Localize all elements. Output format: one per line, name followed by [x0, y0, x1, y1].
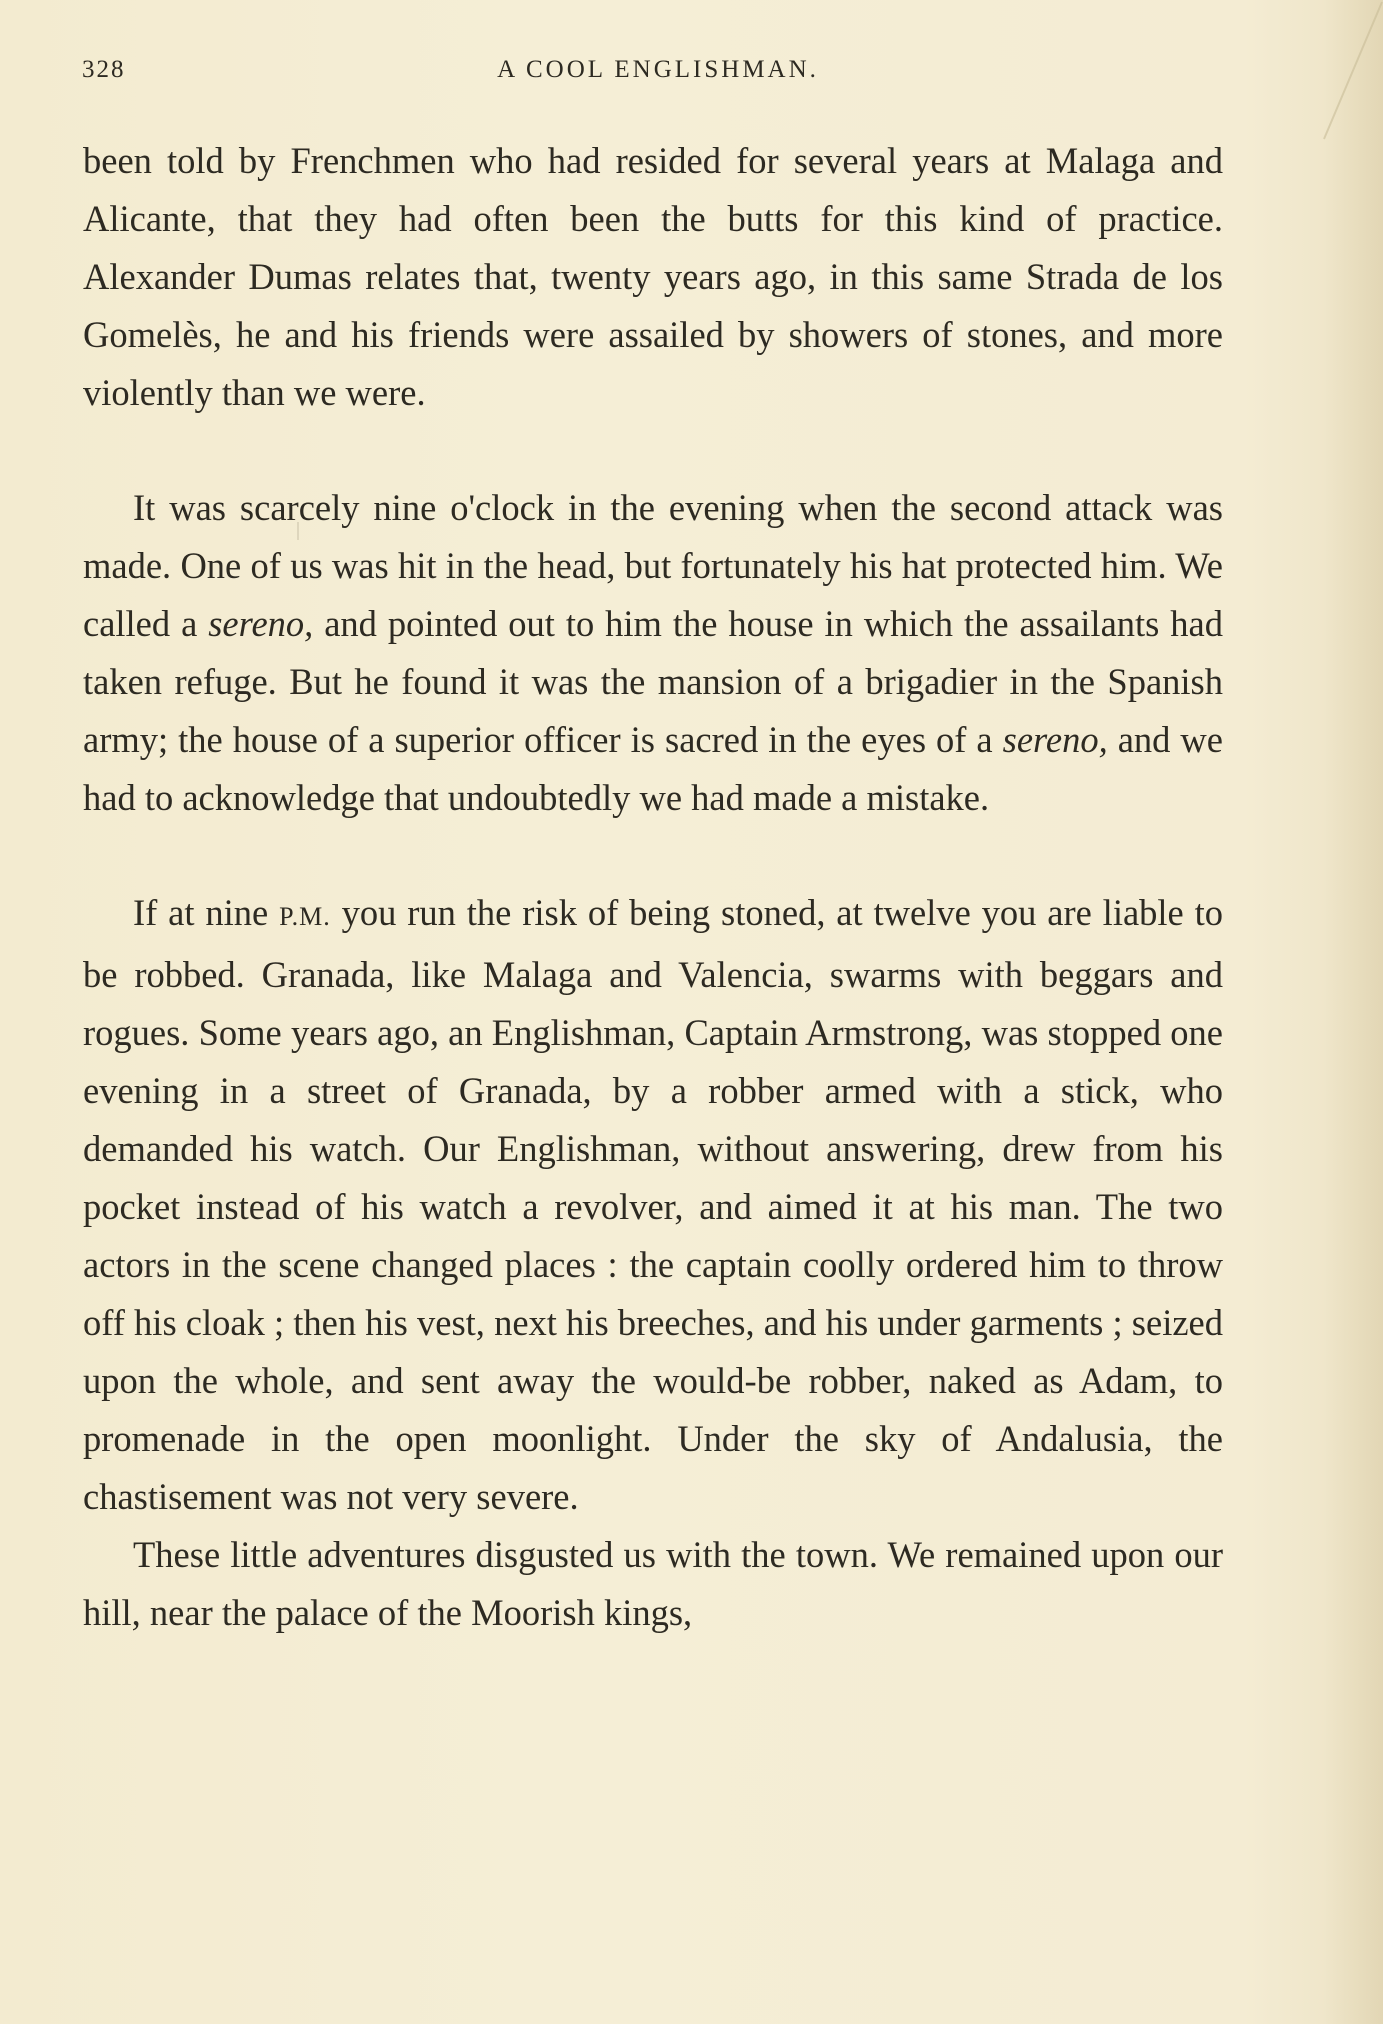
- page-edge-shading: [1323, 0, 1383, 2024]
- italic-term-sereno-1: sereno,: [208, 603, 314, 644]
- paragraph-3-text-b: you run the risk of being stoned, at twelve you are liable to be robbed. Granada, like Malaga and Valencia, swarms with beggars and rogues. Some years ago, an Englishman, Captain Armstrong, was stopped one evening in a street of Granada, by a robber armed with a stick, who demanded his watch. Our Englishman, without answering, drew from his pocket instead of his watch a revolver, and aimed it at his man. The two actors in the scene changed places : the captain coolly ordered him to throw off his cloak ; then his vest, next his breeches, and his under garments ; seized upon the whole, and sent away the would-be robber, naked as Adam, to promenade in the open moonlight. Under the sky of Andalusia, the chastisement was not very severe.: [83, 892, 1223, 1517]
- paragraph-1: [83, 132, 1223, 422]
- body-text: [83, 132, 1223, 1642]
- page-header: [82, 56, 1234, 96]
- paragraph-2-text-c: and we had to acknowledge that undoubtedly we had made a mistake.: [83, 719, 1223, 818]
- paragraph-1-text: been told by Frenchmen who had resided for several years at Malaga and Alicante, that they had often been the butts for this kind of practice. Alexander Dumas relates that, twenty years ago, in this same Strada de los Gomelès, he and his friends were assailed by showers of stones, and more violently than we were.: [83, 140, 1223, 413]
- paragraph-4-text: These little adventures disgusted us with the town. We remained upon our hill, near the palace of the Moorish kings,: [83, 1534, 1223, 1633]
- paragraph-3: [83, 884, 1223, 1526]
- page-number: 328: [82, 56, 126, 83]
- running-title: A COOL ENGLISHMAN.: [497, 56, 819, 83]
- page-corner-fold: [1323, 0, 1383, 140]
- paragraph-2-text-a: It was scarcely nine o'clock in the evening when the second attack was made. One of us was hit in the head, but fortunately his hat protected him. We called a: [83, 487, 1223, 644]
- time-abbreviation: P.M.: [279, 902, 331, 931]
- italic-term-sereno-2: sereno,: [1002, 719, 1108, 760]
- paragraph-4: [83, 1526, 1223, 1642]
- paragraph-2: [83, 479, 1223, 827]
- paragraph-3-text-a: If at nine: [133, 892, 280, 933]
- paragraph-2-text-b: and pointed out to him the house in which the assailants had taken refuge. But he found it was the mansion of a brigadier in the Spanish army; the house of a superior officer is sacred in the eyes of a: [83, 603, 1223, 760]
